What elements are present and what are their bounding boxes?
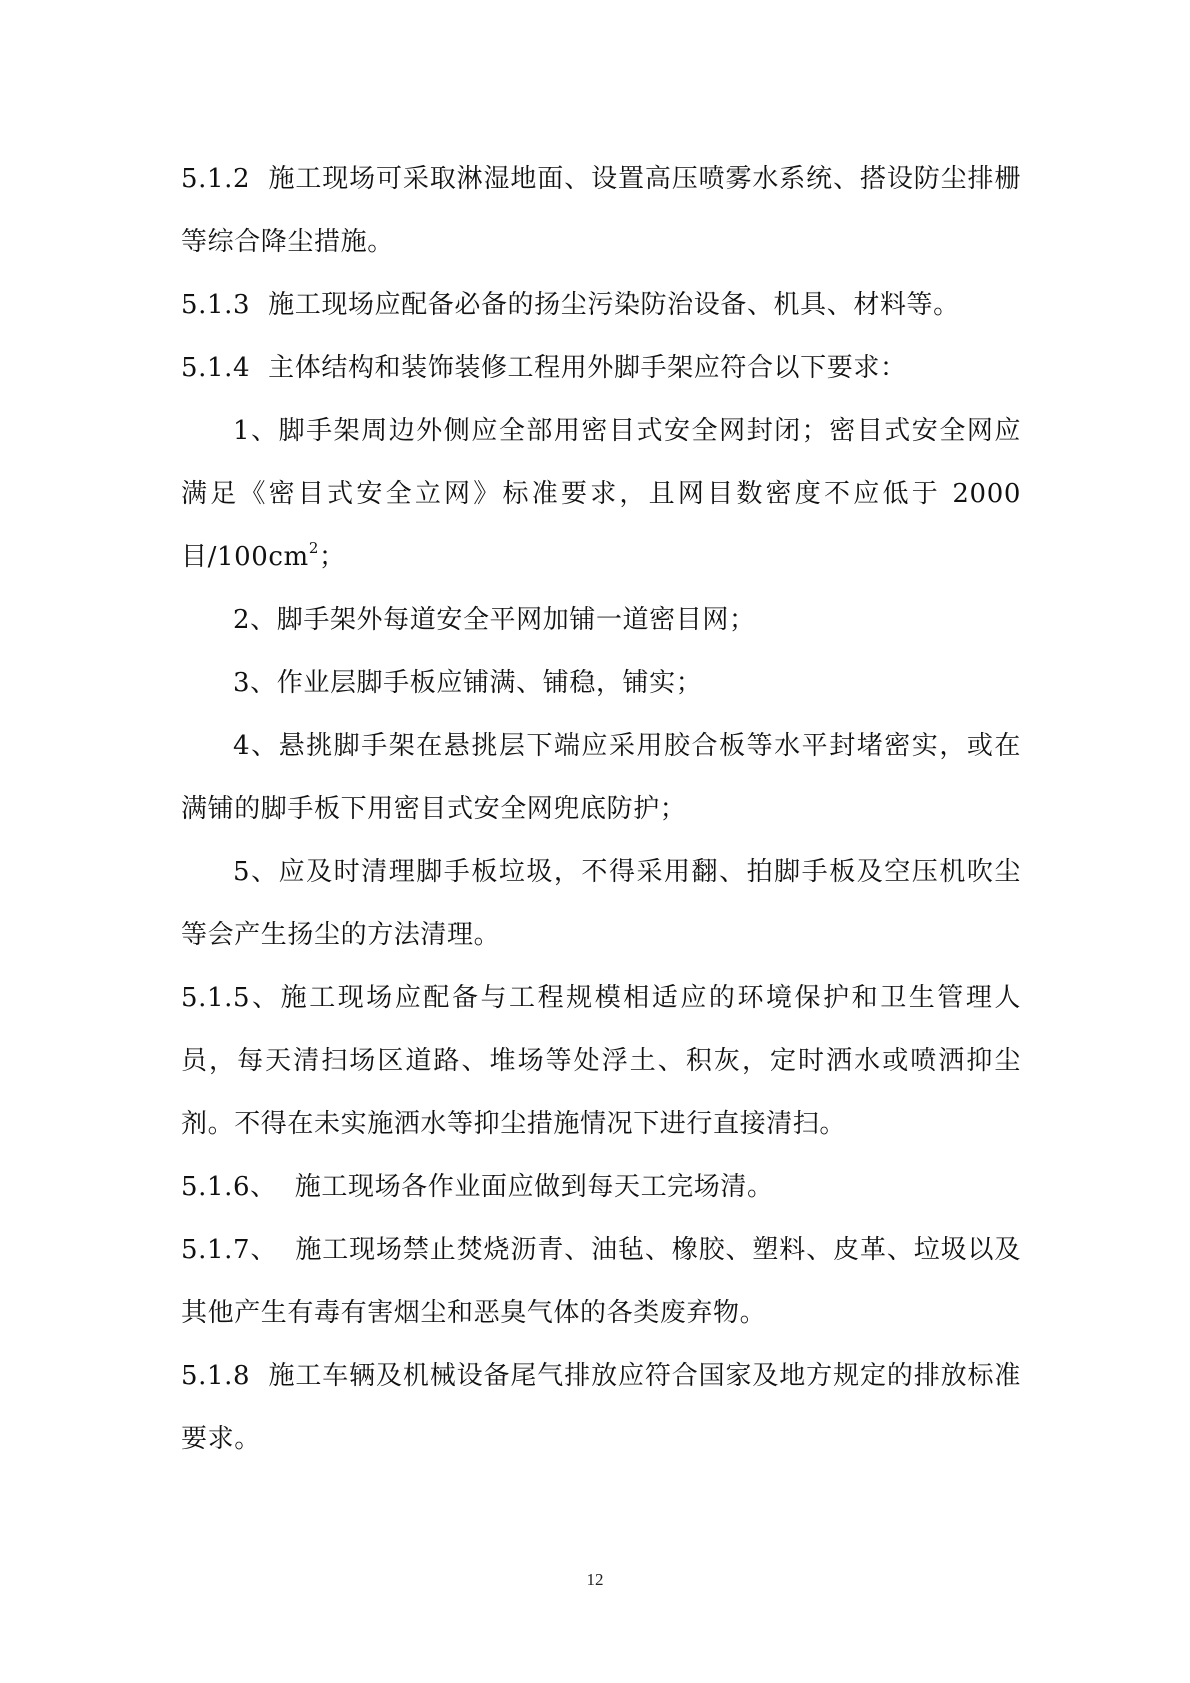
list-item-4: 4、悬挑脚手架在悬挑层下端应采用胶合板等水平封堵密实，或在满铺的脚手板下用密目式安全网兜底防护； bbox=[181, 731, 1021, 824]
item-text: 1、脚手架周边外侧应全部用密目式安全网封闭；密目式安全网应满足《密目式安全立网》标准要求，且网目数密度不应低于 2000 目/100cm bbox=[181, 416, 1021, 572]
clause-number: 5.1.3 bbox=[181, 290, 251, 320]
paragraph-5-1-7 bbox=[181, 1219, 1021, 1345]
paragraph-5-1-3 bbox=[181, 274, 1021, 337]
paragraph-5-1-5: 5.1.5、施工现场应配备与工程规模相适应的环境保护和卫生管理人员，每天清扫场区道路、堆场等处浮土、积灰，定时洒水或喷洒抑尘剂。不得在未实施洒水等抑尘措施情况下进行直接清扫。 bbox=[181, 983, 1021, 1139]
clause-text: 施工现场各作业面应做到每天工完场清。 bbox=[294, 1172, 774, 1202]
clause-number: 5.1.7、 bbox=[181, 1235, 278, 1265]
body-text bbox=[181, 148, 1021, 1471]
paragraph-5-1-6 bbox=[181, 1156, 1021, 1219]
list-item-1 bbox=[181, 400, 1021, 589]
clause-number: 5.1.4 bbox=[181, 353, 251, 383]
clause-text: 施工车辆及机械设备尾气排放应符合国家及地方规定的排放标准要求。 bbox=[181, 1361, 1021, 1454]
superscript: 2 bbox=[308, 539, 319, 558]
clause-number: 5.1.8 bbox=[181, 1361, 251, 1391]
clause-text: 施工现场可采取淋湿地面、设置高压喷雾水系统、搭设防尘排栅等综合降尘措施。 bbox=[181, 164, 1021, 257]
clause-number: 5.1.6、 bbox=[181, 1172, 277, 1202]
paragraph-5-1-4 bbox=[181, 337, 1021, 400]
clause-text: 主体结构和装饰装修工程用外脚手架应符合以下要求： bbox=[268, 353, 907, 383]
clause-text: 施工现场禁止焚烧沥青、油毡、橡胶、塑料、皮革、垃圾以及其他产生有毒有害烟尘和恶臭气体的各类废弃物。 bbox=[181, 1235, 1022, 1328]
clause-number: 5.1.2 bbox=[181, 164, 251, 194]
paragraph-5-1-8 bbox=[181, 1345, 1021, 1471]
list-item-2: 2、脚手架外每道安全平网加铺一道密目网； bbox=[233, 605, 756, 635]
item-text-end: ； bbox=[318, 542, 346, 572]
paragraph-5-1-2 bbox=[181, 148, 1021, 274]
list-item-3: 3、作业层脚手板应铺满、铺稳，铺实； bbox=[233, 668, 703, 698]
list-item-5: 5、应及时清理脚手板垃圾，不得采用翻、拍脚手板及空压机吹尘等会产生扬尘的方法清理。 bbox=[181, 857, 1021, 950]
page-number: 12 bbox=[586, 1570, 604, 1589]
clause-text: 施工现场应配备必备的扬尘污染防治设备、机具、材料等。 bbox=[268, 290, 960, 320]
